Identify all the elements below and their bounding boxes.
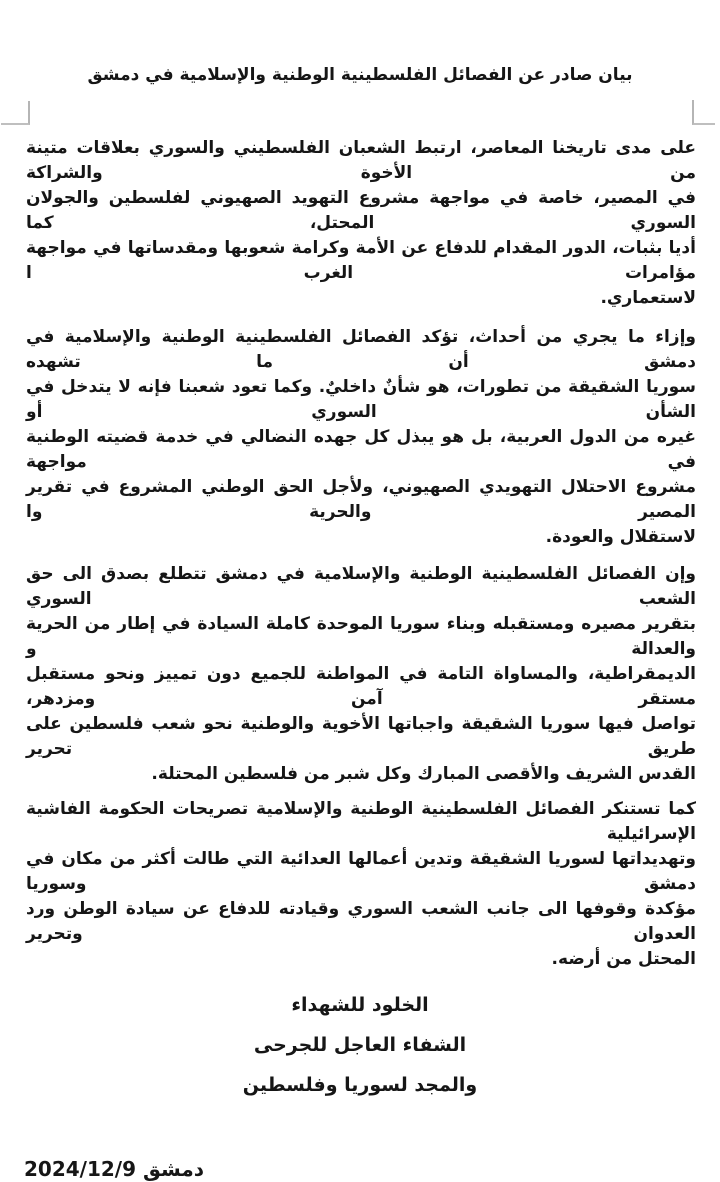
body-line: لاستقلال والعودة. (545, 527, 696, 547)
body-line: مشروع الاحتلال التهويدي الصهيوني، ولأجل الحق الوطني المشروع في تقرير المصير والحرية وا (26, 477, 696, 522)
scan-corner-mark-right (692, 100, 715, 125)
paragraph-2 (26, 325, 696, 550)
body-line: بتقرير مصيره ومستقبله وبناء سوريا الموحدة كاملة السيادة في إطار من الحرية والعدالة و (26, 614, 696, 659)
paragraph-3 (26, 562, 696, 787)
body-line: المحتل من أرضه. (551, 949, 696, 969)
body-line: وتهديداتها لسوريا الشقيقة وتدين أعمالها العدائية التي طالت أكثر من مكان في دمشق وسوريا (26, 849, 696, 894)
date-line: دمشق 2024/12/9 (24, 1157, 205, 1181)
body-line: وإن الفصائل الفلسطينية الوطنية والإسلامية في دمشق تتطلع بصدق الى حق الشعب السوري (26, 564, 696, 609)
document-page (0, 62, 720, 1181)
closing-line-wounded: الشفاء العاجل للجرحى (253, 1034, 467, 1056)
body-line: تواصل فيها سوريا الشقيقة واجباتها الأخوية والوطنية نحو شعب فلسطين على طريق تحرير (26, 714, 696, 759)
body-line: وإزاء ما يجري من أحداث، تؤكد الفصائل الفلسطينية الوطنية والإسلامية في دمشق أن ما تشهده (26, 327, 696, 372)
body-line: كما تستنكر الفصائل الفلسطينية الوطنية والإسلامية تصريحات الحكومة الفاشية الإسرائيلية (26, 799, 696, 844)
body-line: غيره من الدول العربية، بل هو يبذل كل جهده النضالي في خدمة قضيته الوطنية في مواجهة (26, 427, 696, 472)
closing-line-glory: والمجد لسوريا وفلسطين (242, 1074, 478, 1096)
paragraph-4 (26, 797, 696, 972)
body-line: مؤكدة وقوفها الى جانب الشعب السوري وقيادته للدفاع عن سيادة الوطن ورد العدوان وتحرير (26, 899, 696, 944)
closing-slogans (0, 992, 720, 1098)
body-line: على مدى تاريخنا المعاصر، ارتبط الشعبان الفلسطيني والسوري بعلاقات متينة من الأخوة والشراكة (26, 138, 696, 183)
body-line: الديمقراطية، والمساواة التامة في المواطنة للجميع دون تمييز ونحو مستقبل مستقر آمن ومزدهر، (26, 664, 696, 709)
body-line: القدس الشريف والأقصى المبارك وكل شبر من فلسطين المحتلة. (151, 764, 696, 784)
body-line: في المصير، خاصة في مواجهة مشروع التهويد الصهيوني لفلسطين والجولان السوري المحتل، كما (26, 188, 696, 233)
body-line: أديا بثبات، الدور المقدام للدفاع عن الأمة وكرامة شعوبها ومقدساتها في مواجهة مؤامرات الغرب ا (26, 238, 696, 283)
body-line: لاستعماري. (600, 288, 696, 308)
document-title: بيان صادر عن الفصائل الفلسطينية الوطنية والإسلامية في دمشق (87, 65, 633, 85)
closing-line-martyrs: الخلود للشهداء (291, 994, 429, 1016)
paragraph-1 (26, 136, 696, 311)
scan-corner-mark-left (1, 101, 30, 125)
body-line: سوريا الشقيقة من تطورات، هو شأنٌ داخليٌ. وكما تعود شعبنا فإنه لا يتدخل في الشأن السوري أو (26, 377, 696, 422)
